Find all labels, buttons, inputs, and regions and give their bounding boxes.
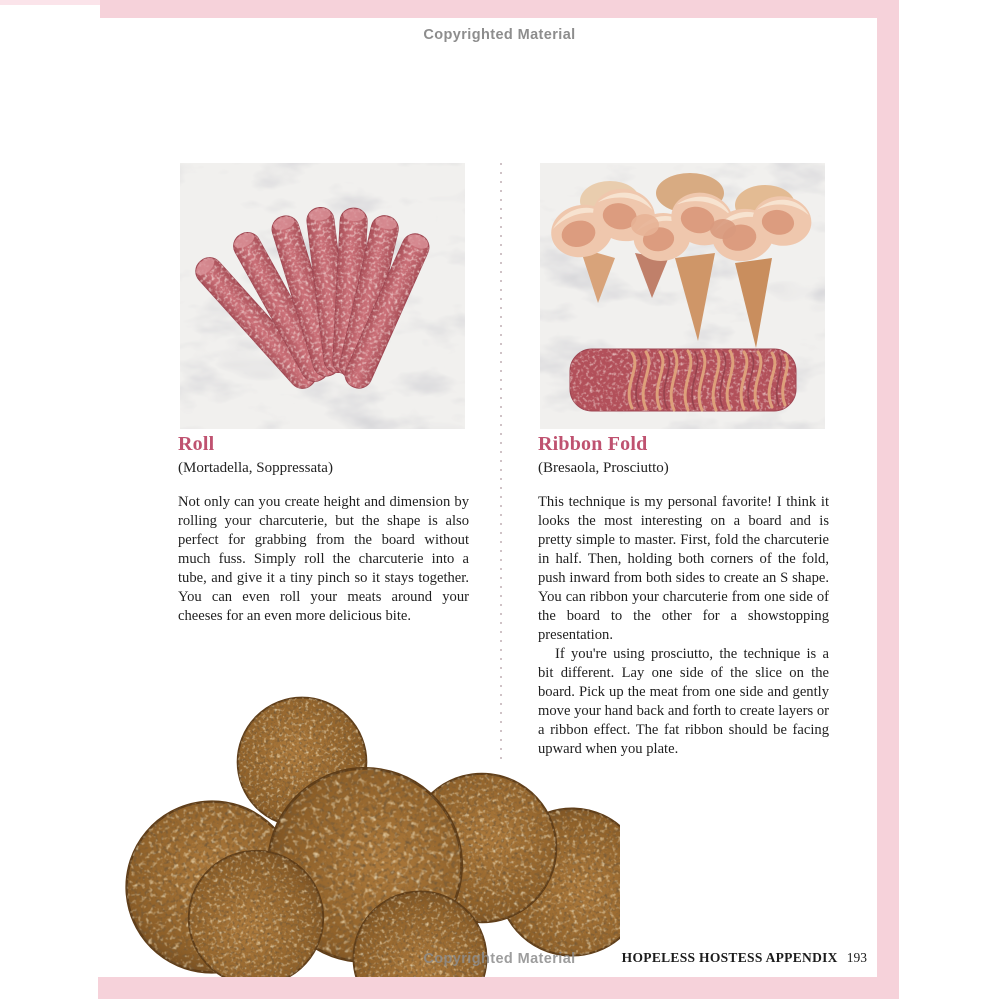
roll-heading: Roll [178,433,215,455]
roll-body-text [178,493,469,626]
ribbon-fold-technique-photo [540,163,825,429]
footer-book-title: HOPELESS HOSTESS APPENDIX [621,950,838,965]
roll-technique-photo [180,163,465,429]
page-border-bottom [98,977,899,999]
roll-section [178,433,469,626]
footer-page-number: 193 [846,950,867,965]
page-border-right [877,0,899,999]
copyright-watermark-bottom: Copyrighted Material [423,951,576,967]
ribbon-fold-paragraph-2: If you're using prosciutto, the technique is a bit different. Lay one side of the slice on the board. Pick up the meat from one side and gently move your hand back and forth to create layers or a ribbon effect. The fat ribbon should be facing upward when you plate. [538,646,829,757]
copyright-watermark-top: Copyrighted Material [423,27,576,43]
seeded-crackers-photo [120,650,620,977]
page-border-top [100,0,899,18]
crackers-illustration [120,650,620,977]
roll-paragraph: Not only can you create height and dimension by rolling your charcuterie, but the shape is also perfect for grabbing from the board without much fuss. Simply roll the charcuterie into a tube, and give it a tiny pinch so it stays together. You can even roll your meats around your cheeses for an even more delicious bite. [178,494,469,624]
roll-subheading: (Mortadella, Soppressata) [178,460,333,476]
roll-photo-illustration [180,163,465,429]
ribbon-fold-paragraph-1: This technique is my personal favorite! I think it looks the most interesting on a board and is pretty simple to master. First, fold the charcuterie in half. Then, holding both corners of the fold, push inward from both sides to create an S shape. You can ribbon your charcuterie from one side of the board to the other for a showstopping presentation. [538,494,829,643]
ribbon-fold-photo-illustration [540,163,825,429]
ribbon-fold-heading: Ribbon Fold [538,433,648,455]
ribbon-fold-subheading: (Bresaola, Prosciutto) [538,460,669,476]
